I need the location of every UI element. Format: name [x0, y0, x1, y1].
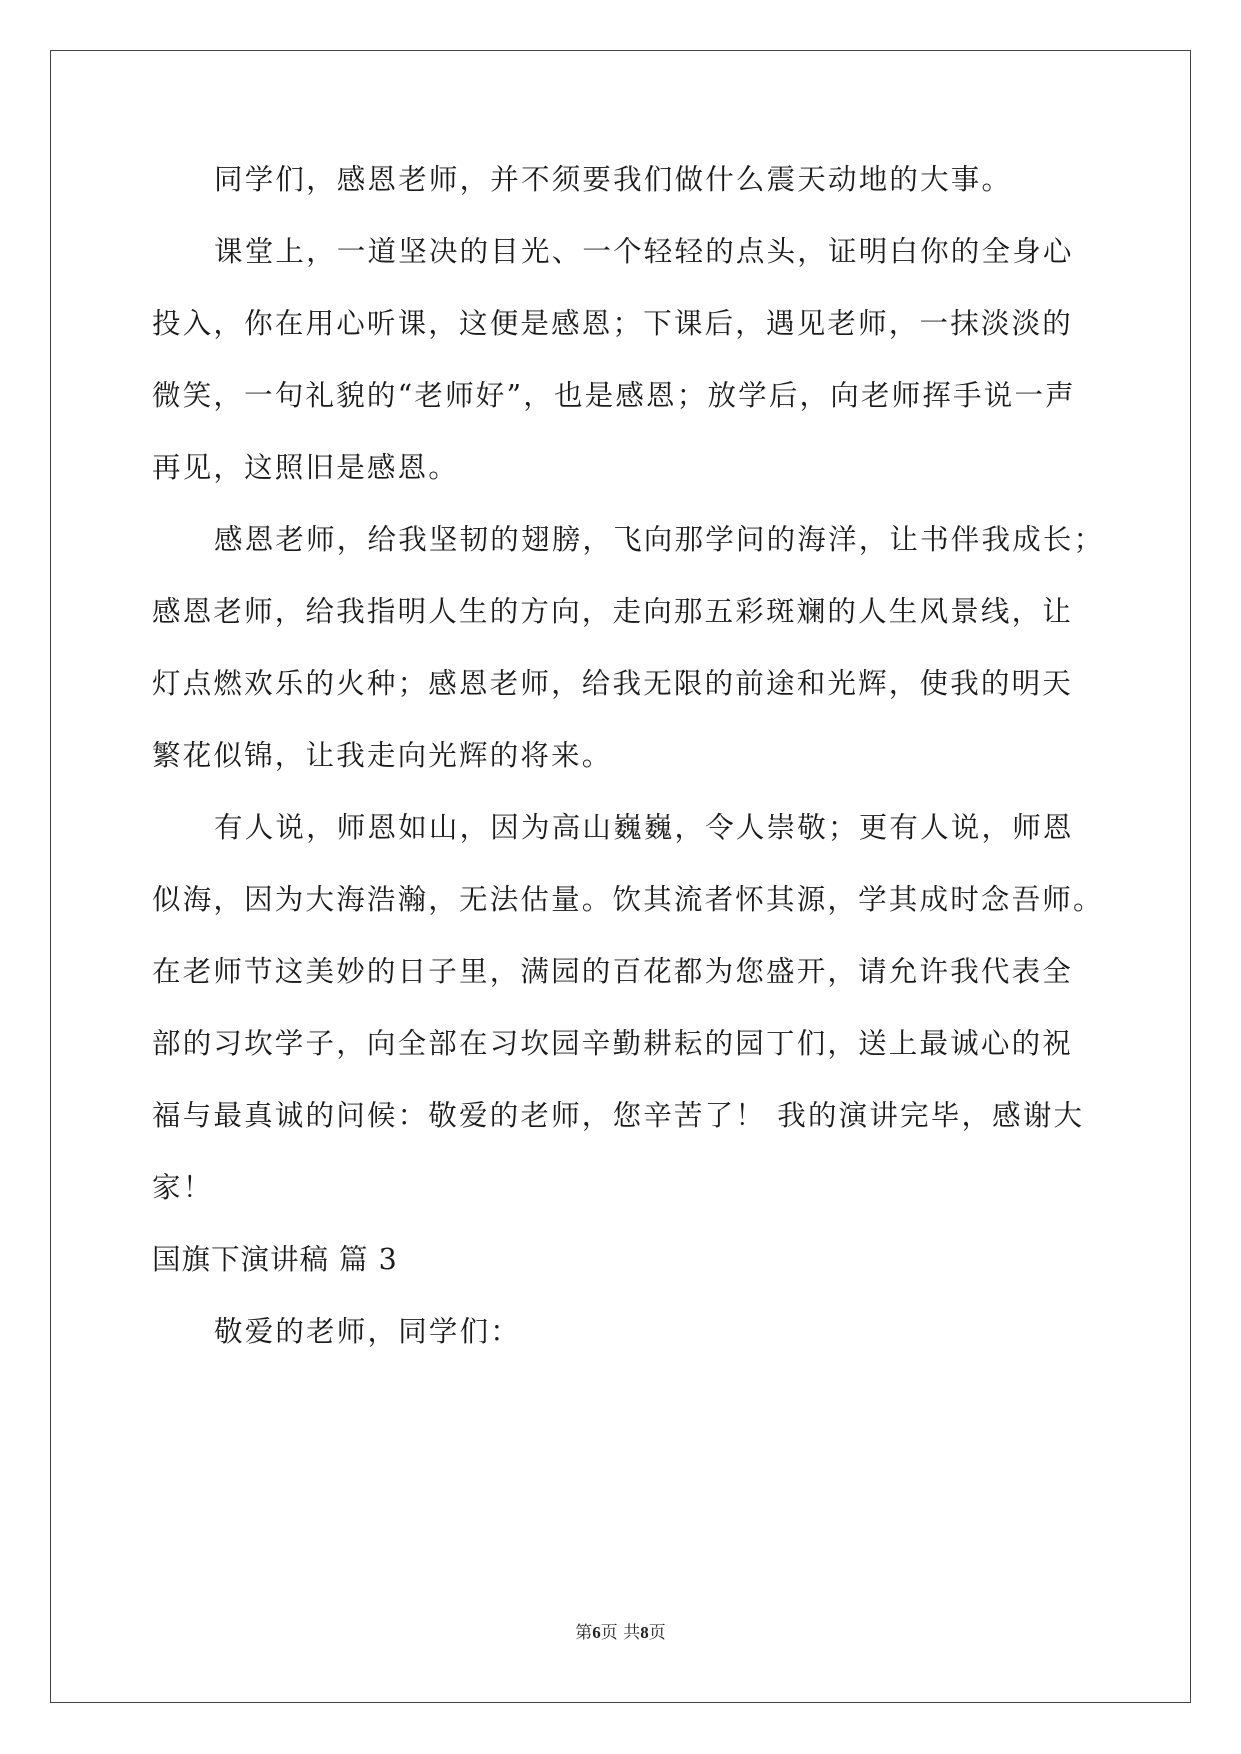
text-line: 有人说，师恩如山，因为高山巍巍，令人崇敬；更有人说，师恩	[214, 811, 1074, 844]
footer-mid: 页 共	[600, 1623, 641, 1643]
section-heading: 国旗下演讲稿 篇 3	[152, 1243, 398, 1276]
text-line: 家！	[152, 1171, 214, 1204]
text-line: 再见，这照旧是感恩。	[152, 451, 460, 484]
footer-prefix: 第	[575, 1623, 593, 1643]
page-footer	[0, 1618, 1241, 1643]
text-line: 敬爱的老师，同学们：	[214, 1315, 522, 1348]
page-border	[50, 50, 1191, 1703]
text-line: 同学们，感恩老师，并不须要我们做什么震天动地的大事。	[214, 163, 1013, 196]
text-line: 感恩老师，给我坚韧的翅膀，飞向那学问的海洋，让书伴我成长；	[214, 523, 1105, 556]
text-line: 福与最真诚的问候：敬爱的老师，您辛苦了！ 我的演讲完毕，感谢大	[152, 1099, 1085, 1132]
text-line: 繁花似锦，让我走向光辉的将来。	[152, 739, 613, 772]
text-line: 在老师节这美妙的日子里，满园的百花都为您盛开，请允许我代表全	[152, 955, 1074, 988]
text-line: 课堂上，一道坚决的目光、一个轻轻的点头，证明白你的全身心	[214, 235, 1074, 268]
text-line: 投入，你在用心听课，这便是感恩；下课后，遇见老师，一抹淡淡的	[152, 307, 1074, 340]
total-page-number: 8	[640, 1623, 649, 1642]
text-line: 感恩老师，给我指明人生的方向，走向那五彩斑斓的人生风景线，让	[152, 595, 1074, 628]
footer-suffix: 页	[648, 1623, 666, 1643]
text-line: 似海，因为大海浩瀚，无法估量。饮其流者怀其源，学其成时念吾师。	[152, 883, 1104, 916]
text-line: 灯点燃欢乐的火种；感恩老师，给我无限的前途和光辉，使我的明天	[152, 667, 1074, 700]
text-line: 微笑，一句礼貌的“老师好”，也是感恩；放学后，向老师挥手说一声	[152, 379, 1076, 412]
text-line: 部的习坎学子，向全部在习坎园辛勤耕耘的园丁们，送上最诚心的祝	[152, 1027, 1074, 1060]
current-page-number: 6	[592, 1623, 601, 1642]
